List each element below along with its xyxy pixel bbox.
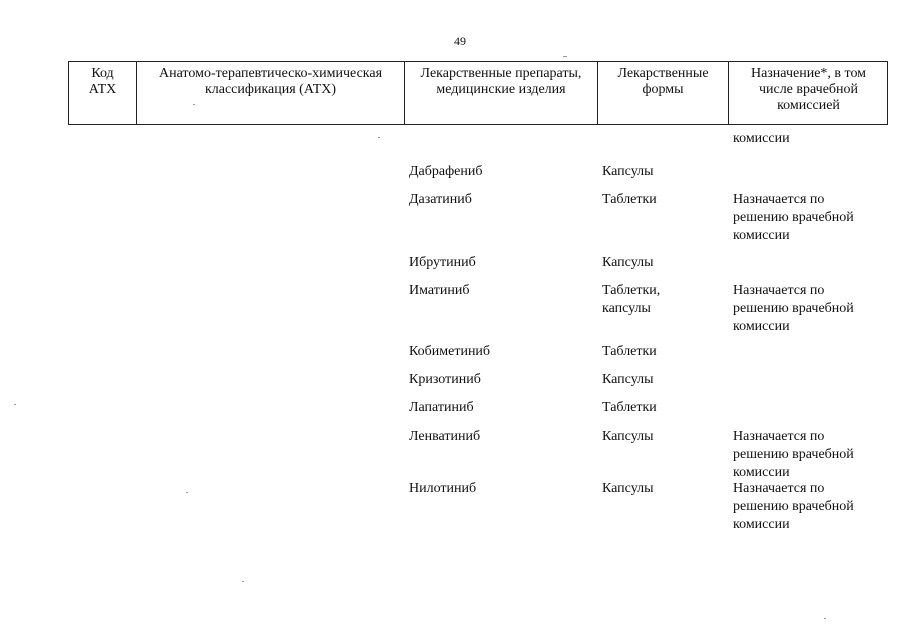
scan-speck	[14, 404, 16, 405]
prescription-note: Назначается по решению врачебной комиссии	[733, 283, 854, 334]
header-dosage-forms: Лекарственные формы	[598, 62, 729, 124]
dosage-form: Таблетки	[602, 344, 657, 359]
prescription-note: Назначается по решению врачебной комиссии	[733, 429, 854, 480]
drug-name: Дабрафениб	[409, 164, 483, 179]
continued-note: комиссии	[733, 131, 790, 146]
dosage-form: Таблетки	[602, 400, 657, 415]
dosage-form: Таблетки, капсулы	[602, 283, 661, 316]
scan-speck	[193, 104, 195, 105]
drug-name: Ибрутиниб	[409, 255, 476, 270]
drug-name: Кобиметиниб	[409, 344, 491, 359]
drug-name: Нилотиниб	[409, 481, 477, 496]
scan-speck	[563, 56, 567, 57]
header-atc-classification: Анатомо-терапевтическо-химическая классификация (АТХ)	[137, 62, 405, 124]
scan-speck	[242, 581, 244, 582]
drug-name: Дазатиниб	[409, 192, 472, 207]
prescription-note: Назначается по решению врачебной комиссии	[733, 481, 854, 532]
scan-speck	[824, 618, 826, 619]
header-drugs: Лекарственные препараты, медицинские изделия	[405, 62, 598, 124]
scan-speck	[186, 492, 188, 493]
dosage-form: Капсулы	[602, 255, 654, 270]
dosage-form: Капсулы	[602, 429, 654, 444]
dosage-form: Таблетки	[602, 192, 657, 207]
drug-name: Ленватиниб	[409, 429, 481, 444]
scan-speck	[378, 137, 380, 138]
header-atc-code: Код АТХ	[69, 62, 137, 124]
drug-name: Иматиниб	[409, 283, 470, 298]
drug-name: Лапатиниб	[409, 400, 474, 415]
page-number: 49	[454, 34, 466, 48]
dosage-form: Капсулы	[602, 372, 654, 387]
prescription-note: Назначается по решению врачебной комиссии	[733, 192, 854, 243]
header-prescription: Назначение*, в том числе врачебной комиссией	[750, 66, 867, 113]
dosage-form: Капсулы	[602, 481, 654, 496]
table-header	[68, 61, 888, 125]
drug-name: Кризотиниб	[409, 372, 481, 387]
dosage-form: Капсулы	[602, 164, 654, 179]
